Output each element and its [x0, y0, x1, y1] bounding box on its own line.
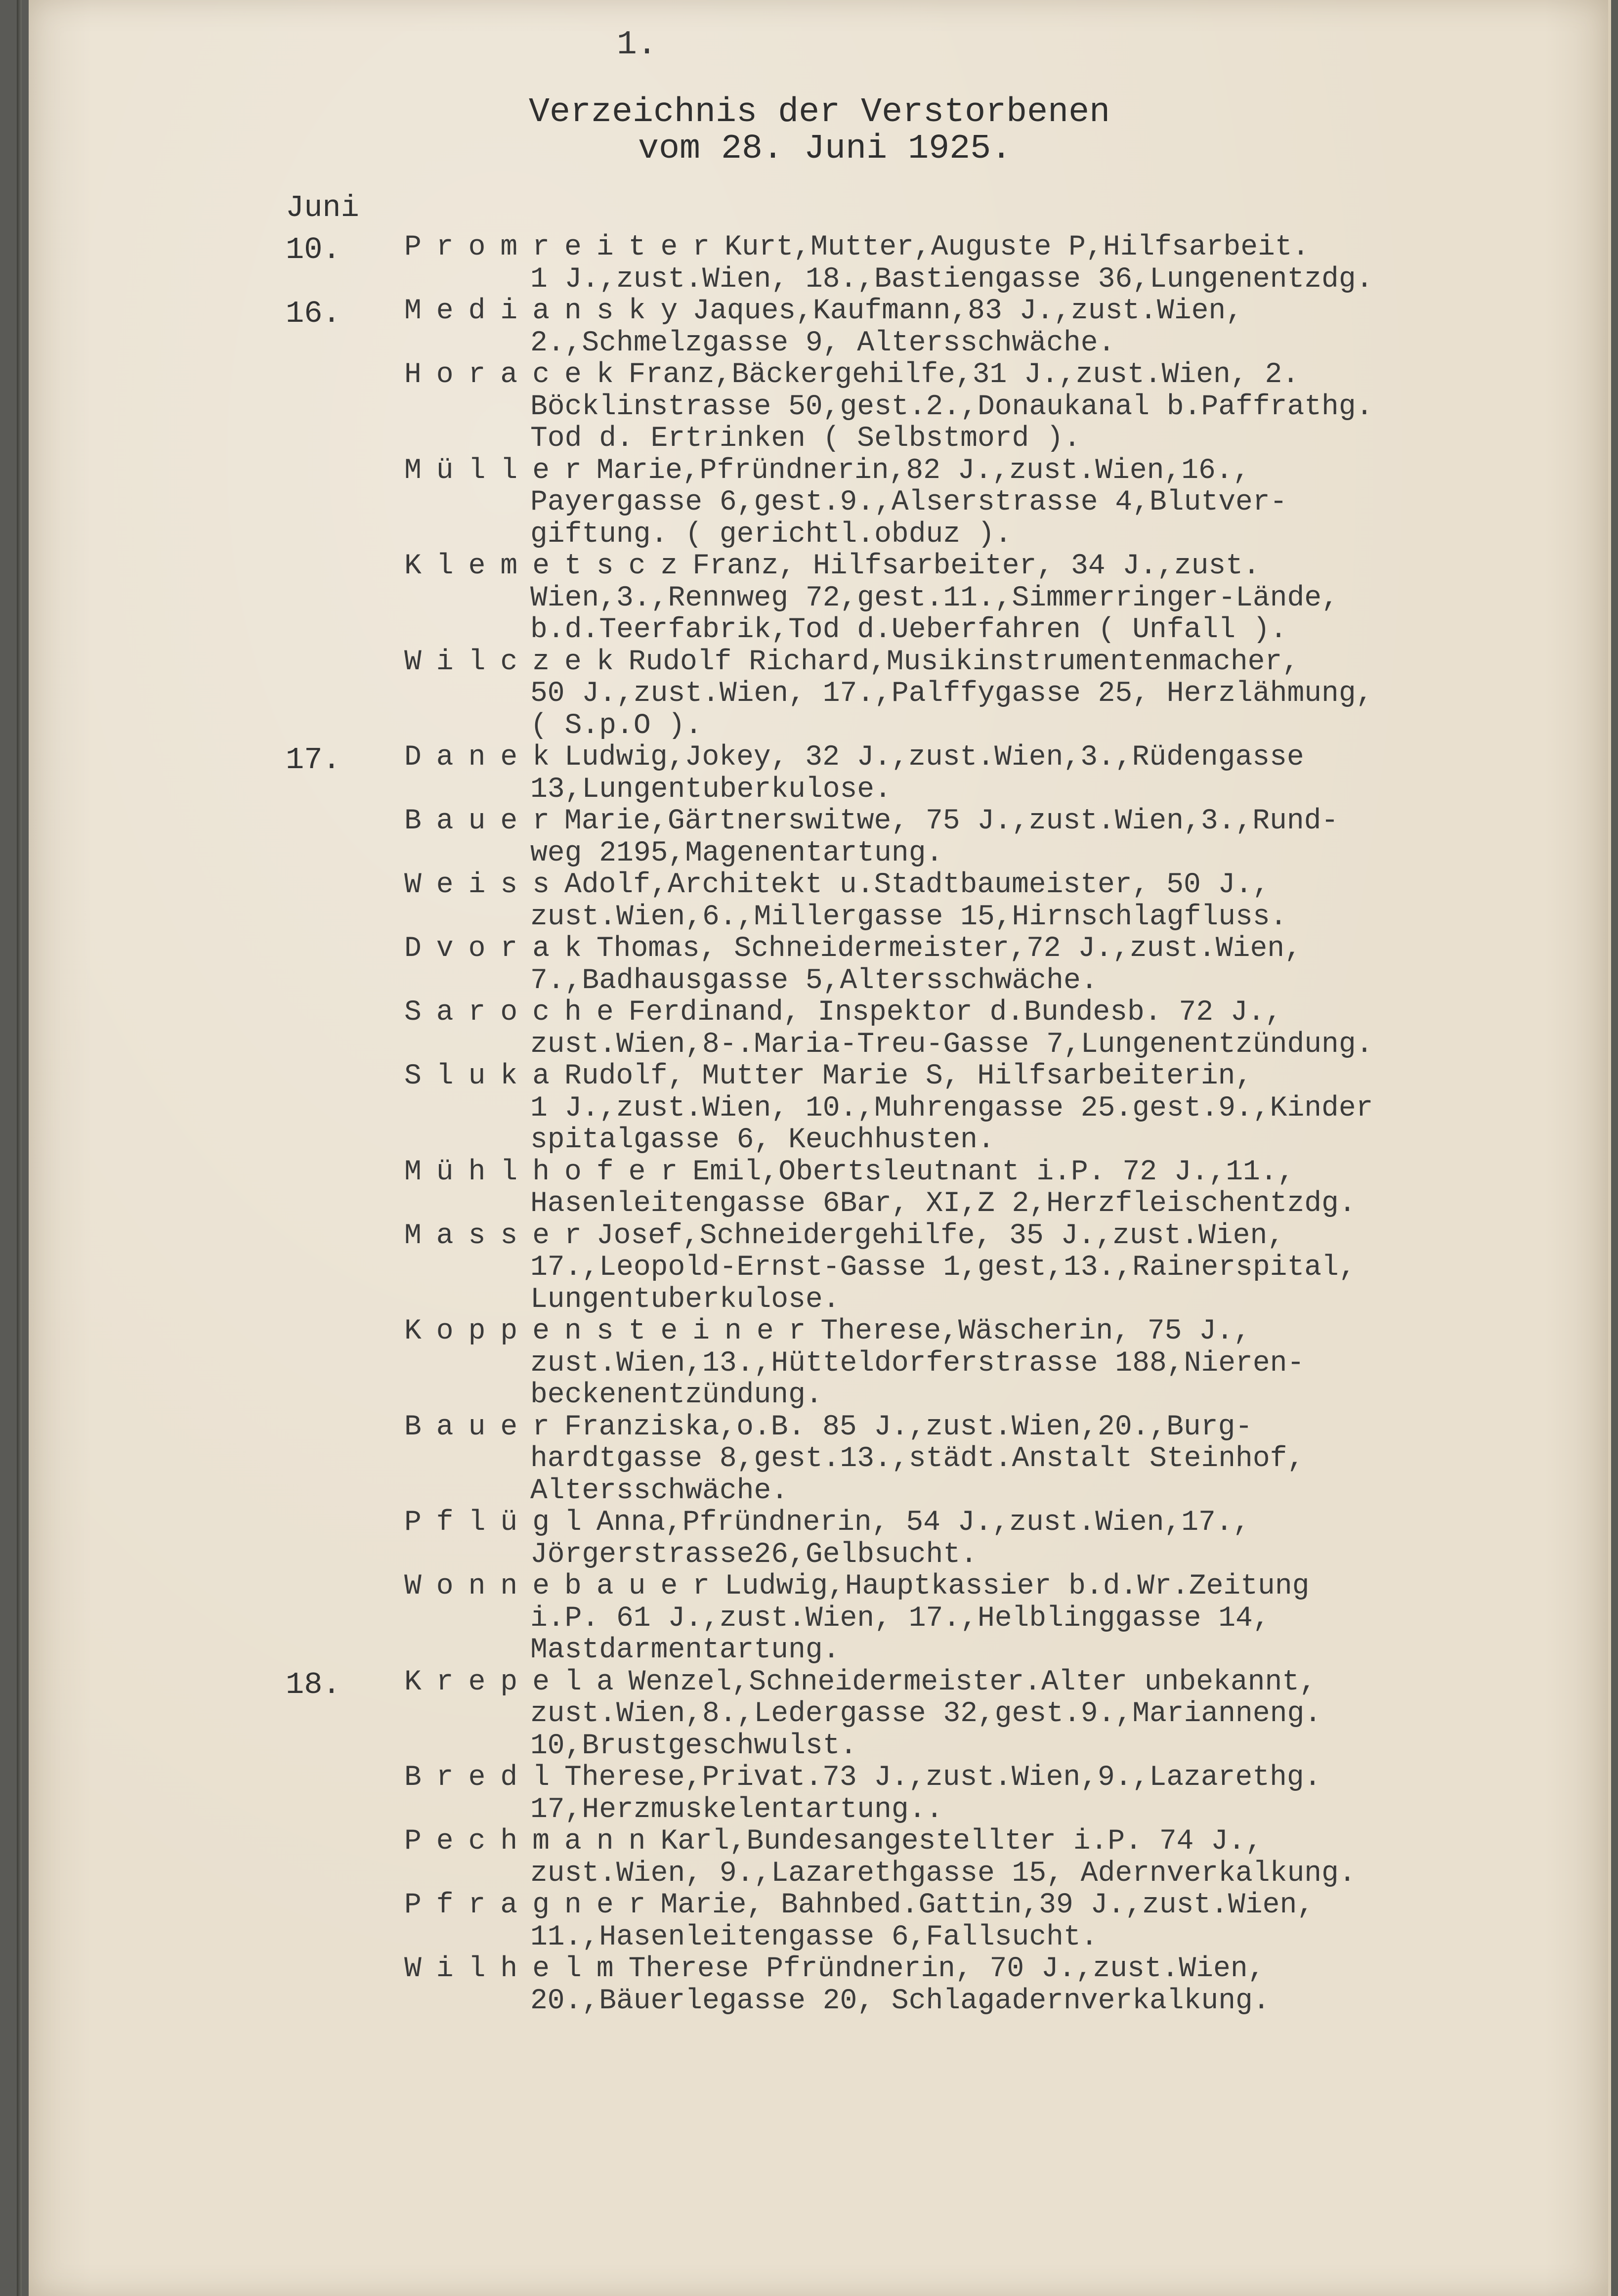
- entry-continuation-line: 7.,Badhausgasse 5,Altersschwäche.: [530, 964, 1098, 997]
- entry-first-line: [404, 551, 1260, 582]
- entry-first-line: [404, 296, 1243, 327]
- entry-details: Ludwig,Hauptkassier b.d.Wr.Zeitung: [724, 1570, 1310, 1603]
- entry-surname: Koppensteiner: [404, 1315, 821, 1347]
- page-number: 1.: [617, 26, 657, 64]
- entry-continuation-line: Jörgerstrasse26,Gelbsucht.: [530, 1538, 978, 1571]
- entry-surname: Pflügl: [404, 1507, 596, 1539]
- entry-first-line: [404, 934, 1302, 964]
- entry-continuation-line: b.d.Teerfabrik,Tod d.Ueberfahren ( Unfall ).: [530, 614, 1287, 646]
- entry-details: Rudolf Richard,Musikinstrumentenmacher,: [628, 646, 1300, 678]
- entry-details: Thomas, Schneidermeister,72 J.,zust.Wien,: [596, 933, 1302, 965]
- entry-surname: Bredl: [404, 1762, 565, 1794]
- entry-first-line: [404, 870, 1270, 901]
- entry-continuation-line: 11.,Hasenleitengasse 6,Fallsucht.: [530, 1921, 1098, 1953]
- entry-first-line: [404, 1221, 1284, 1252]
- entry-continuation-line: weg 2195,Magenentartung.: [530, 837, 943, 869]
- entry-first-line: [404, 1316, 1251, 1347]
- entry-day: 10.: [286, 232, 341, 267]
- entry-surname: Müller: [404, 454, 596, 487]
- entry-continuation-line: Tod d. Ertrinken ( Selbstmord ).: [530, 423, 1081, 455]
- document-page: [29, 0, 1611, 2296]
- entry-continuation-line: 20.,Bäuerlegasse 20, Schlagadernverkalkung.: [530, 1985, 1270, 2017]
- entry-continuation-line: zust.Wien,8-.Maria-Treu-Gasse 7,Lungenentzündung.: [530, 1028, 1373, 1061]
- entry-surname: Pechmann: [404, 1825, 661, 1858]
- entry-surname: Dvorak: [404, 933, 596, 965]
- entry-continuation-line: Hasenleitengasse 6Bar, XI,Z 2,Herzfleischentzdg.: [530, 1188, 1356, 1220]
- entry-surname: Bauer: [404, 805, 565, 837]
- entry-details: Karl,Bundesangestellter i.P. 74 J.,: [660, 1825, 1263, 1858]
- entry-surname: Pfragner: [404, 1889, 661, 1921]
- entry-surname: Mühlhofer: [404, 1156, 693, 1188]
- entry-continuation-line: Lungentuberkulose.: [530, 1283, 840, 1316]
- entry-surname: Sluka: [404, 1060, 565, 1092]
- entry-continuation-line: 2.,Schmelzgasse 9, Altersschwäche.: [530, 327, 1115, 359]
- entry-details: Rudolf, Mutter Marie S, Hilfsarbeiterin,: [564, 1060, 1253, 1092]
- entry-continuation-line: zust.Wien, 9.,Lazarethgasse 15, Adernverkalkung.: [530, 1857, 1356, 1890]
- entry-first-line: [404, 1061, 1252, 1092]
- entry-continuation-line: spitalgasse 6, Keuchhusten.: [530, 1124, 995, 1156]
- entry-continuation-line: 50 J.,zust.Wien, 17.,Palffygasse 25, Herzlähmung,: [530, 678, 1373, 710]
- entry-surname: Danek: [404, 741, 565, 774]
- entry-first-line: [404, 1954, 1265, 1985]
- entry-first-line: [404, 1157, 1294, 1188]
- entry-first-line: [404, 1890, 1314, 1921]
- entry-first-line: [404, 456, 1250, 486]
- entry-details: Marie,Gärtnerswitwe, 75 J.,zust.Wien,3.,Rund-: [564, 805, 1339, 837]
- entry-surname: Klemetscz: [404, 550, 693, 582]
- entry-first-line: [404, 1508, 1250, 1538]
- entry-first-line: [404, 1412, 1252, 1443]
- entry-details: Franz, Hilfsarbeiter, 34 J.,zust.: [692, 550, 1260, 582]
- entry-first-line: [404, 647, 1299, 678]
- entry-continuation-line: 17.,Leopold-Ernst-Gasse 1,gest,13.,Rainerspital,: [530, 1252, 1356, 1284]
- entry-details: Franz,Bäckergehilfe,31 J.,zust.Wien, 2.: [628, 359, 1300, 391]
- entry-first-line: [404, 1763, 1321, 1793]
- entry-continuation-line: 10,Brustgeschwulst.: [530, 1730, 857, 1762]
- entry-first-line: [404, 1826, 1263, 1857]
- entry-continuation-line: 1 J.,zust.Wien, 18.,Bastiengasse 36,Lungenentzdg.: [530, 263, 1373, 296]
- entry-details: Kurt,Mutter,Auguste P,Hilfsarbeit.: [724, 231, 1310, 263]
- entry-surname: Wilhelm: [404, 1953, 629, 1985]
- entry-details: Therese,Wäscherin, 75 J.,: [820, 1315, 1251, 1347]
- entry-surname: Masser: [404, 1219, 596, 1252]
- binding-edge: [17, 0, 22, 2296]
- entry-first-line: [404, 232, 1309, 263]
- entry-details: Adolf,Architekt u.Stadtbaumeister, 50 J.,: [564, 869, 1270, 901]
- entry-continuation-line: beckenentzündung.: [530, 1379, 823, 1411]
- entry-continuation-line: Böcklinstrasse 50,gest.2.,Donaukanal b.Paffrathg.: [530, 390, 1373, 423]
- entry-details: Marie,Pfründnerin,82 J.,zust.Wien,16.,: [596, 454, 1250, 487]
- entry-details: Marie, Bahnbed.Gattin,39 J.,zust.Wien,: [660, 1889, 1315, 1921]
- entry-surname: Horacek: [404, 359, 629, 391]
- entry-details: Josef,Schneidergehilfe, 35 J.,zust.Wien,: [596, 1219, 1285, 1252]
- entry-surname: Krepela: [404, 1666, 629, 1698]
- entry-continuation-line: 17,Herzmuskelentartung..: [530, 1793, 943, 1826]
- entry-details: Ferdinand, Inspektor d.Bundesb. 72 J.,: [628, 996, 1282, 1029]
- entry-first-line: [404, 742, 1304, 773]
- document-title: Verzeichnis der Verstorbenen: [529, 93, 1110, 132]
- entry-continuation-line: zust.Wien,8.,Ledergasse 32,gest.9.,Marianneng.: [530, 1698, 1322, 1730]
- entry-surname: Wonnebauer: [404, 1570, 725, 1603]
- entry-first-line: [404, 360, 1299, 390]
- entry-day: 17.: [286, 742, 341, 778]
- entry-surname: Wilczek: [404, 646, 629, 678]
- entry-surname: Promreiter: [404, 231, 725, 263]
- entry-surname: Mediansky: [404, 295, 693, 327]
- entry-details: Therese,Privat.73 J.,zust.Wien,9.,Lazarethg.: [564, 1762, 1321, 1794]
- entry-first-line: [404, 1667, 1317, 1698]
- entry-surname: Weiss: [404, 869, 565, 901]
- document-date: vom 28. Juni 1925.: [638, 130, 1012, 169]
- month-label: Juni: [286, 190, 359, 225]
- entry-continuation-line: 1 J.,zust.Wien, 10.,Muhrengasse 25.gest.9.,Kinder: [530, 1092, 1373, 1125]
- entry-continuation-line: Payergasse 6,gest.9.,Alserstrasse 4,Blutver-: [530, 486, 1287, 519]
- entry-first-line: [404, 997, 1282, 1028]
- entry-first-line: [404, 806, 1338, 837]
- entry-details: Franziska,o.B. 85 J.,zust.Wien,20.,Burg-: [564, 1411, 1253, 1443]
- entry-details: Jaques,Kaufmann,83 J.,zust.Wien,: [692, 295, 1243, 327]
- entry-continuation-line: Mastdarmentartung.: [530, 1634, 840, 1666]
- entry-continuation-line: Altersschwäche.: [530, 1474, 789, 1507]
- entry-details: Wenzel,Schneidermeister.Alter unbekannt,: [628, 1666, 1317, 1698]
- entry-continuation-line: zust.Wien,13.,Hütteldorferstrasse 188,Nieren-: [530, 1347, 1305, 1380]
- entry-continuation-line: 13,Lungentuberkulose.: [530, 773, 892, 806]
- entry-details: Anna,Pfründnerin, 54 J.,zust.Wien,17.,: [596, 1507, 1250, 1539]
- entry-continuation-line: i.P. 61 J.,zust.Wien, 17.,Helblinggasse 14,: [530, 1602, 1270, 1635]
- entry-continuation-line: Wien,3.,Rennweg 72,gest.11.,Simmerringer-Lände,: [530, 582, 1339, 614]
- entry-surname: Saroche: [404, 996, 629, 1029]
- entry-first-line: [404, 1571, 1309, 1602]
- entry-day: 18.: [286, 1667, 341, 1702]
- entry-continuation-line: hardtgasse 8,gest.13.,städt.Anstalt Steinhof,: [530, 1443, 1305, 1475]
- entry-day: 16.: [286, 296, 341, 331]
- entry-details: Ludwig,Jokey, 32 J.,zust.Wien,3.,Rüdengasse: [564, 741, 1304, 774]
- entry-details: Therese Pfründnerin, 70 J.,zust.Wien,: [628, 1953, 1265, 1985]
- entry-continuation-line: zust.Wien,6.,Millergasse 15,Hirnschlagfluss.: [530, 901, 1287, 933]
- entry-details: Emil,Obertsleutnant i.P. 72 J.,11.,: [692, 1156, 1295, 1188]
- entry-continuation-line: ( S.p.O ).: [530, 709, 703, 742]
- entry-continuation-line: giftung. ( gerichtl.obduz ).: [530, 518, 1012, 551]
- entry-surname: Bauer: [404, 1411, 565, 1443]
